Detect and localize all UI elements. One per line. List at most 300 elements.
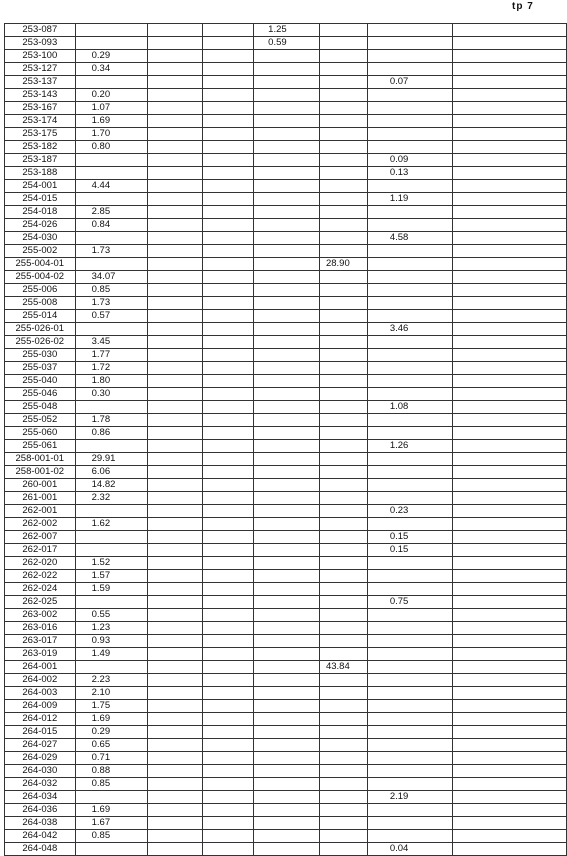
empty-cell (147, 284, 202, 297)
value-e-cell: 0.07 (367, 76, 452, 89)
empty-cell (453, 557, 567, 570)
value-c-cell (254, 362, 320, 375)
value-e-cell (367, 492, 452, 505)
parcel-id-cell: 262-017 (5, 544, 76, 557)
empty-cell (453, 206, 567, 219)
table-row (5, 765, 567, 778)
value-c-cell (254, 518, 320, 531)
value-c-cell (254, 297, 320, 310)
empty-cell (202, 791, 254, 804)
empty-cell (147, 349, 202, 362)
table-row (5, 115, 567, 128)
value-d-cell (319, 726, 367, 739)
value-e-cell (367, 128, 452, 141)
value-a-cell: 1.23 (75, 622, 147, 635)
value-a-cell: 0.93 (75, 635, 147, 648)
empty-cell (147, 505, 202, 518)
value-d-cell (319, 830, 367, 843)
table-row (5, 440, 567, 453)
empty-cell (453, 76, 567, 89)
empty-cell (202, 154, 254, 167)
value-e-cell (367, 258, 452, 271)
empty-cell (202, 596, 254, 609)
table-row (5, 453, 567, 466)
empty-cell (202, 635, 254, 648)
parcel-id-cell: 255-052 (5, 414, 76, 427)
value-e-cell (367, 336, 452, 349)
value-c-cell (254, 674, 320, 687)
table-row (5, 284, 567, 297)
empty-cell (147, 24, 202, 37)
empty-cell (453, 440, 567, 453)
parcel-id-cell: 263-002 (5, 609, 76, 622)
empty-cell (147, 778, 202, 791)
value-c-cell (254, 193, 320, 206)
parcel-id-cell: 253-143 (5, 89, 76, 102)
value-a-cell: 1.72 (75, 362, 147, 375)
empty-cell (202, 739, 254, 752)
empty-cell (147, 193, 202, 206)
table-row (5, 141, 567, 154)
value-c-cell (254, 622, 320, 635)
value-c-cell (254, 206, 320, 219)
value-e-cell (367, 414, 452, 427)
table-row (5, 271, 567, 284)
empty-cell (453, 687, 567, 700)
table-row (5, 596, 567, 609)
table-row (5, 518, 567, 531)
empty-cell (453, 765, 567, 778)
value-d-cell (319, 76, 367, 89)
parcel-id-cell: 254-001 (5, 180, 76, 193)
empty-cell (147, 232, 202, 245)
empty-cell (202, 804, 254, 817)
table-row (5, 50, 567, 63)
value-e-cell (367, 271, 452, 284)
value-a-cell (75, 596, 147, 609)
empty-cell (202, 414, 254, 427)
value-c-cell (254, 752, 320, 765)
value-a-cell (75, 440, 147, 453)
value-c-cell (254, 401, 320, 414)
table-row (5, 531, 567, 544)
value-d-cell (319, 765, 367, 778)
parcel-id-cell: 254-015 (5, 193, 76, 206)
empty-cell (147, 310, 202, 323)
value-d-cell (319, 232, 367, 245)
empty-cell (453, 674, 567, 687)
empty-cell (147, 63, 202, 76)
table-row (5, 622, 567, 635)
empty-cell (453, 167, 567, 180)
value-d-cell (319, 102, 367, 115)
empty-cell (453, 804, 567, 817)
value-d-cell (319, 180, 367, 193)
empty-cell (453, 492, 567, 505)
empty-cell (453, 362, 567, 375)
empty-cell (202, 102, 254, 115)
empty-cell (147, 375, 202, 388)
table-row (5, 362, 567, 375)
empty-cell (147, 804, 202, 817)
value-e-cell (367, 310, 452, 323)
empty-cell (202, 453, 254, 466)
value-e-cell (367, 518, 452, 531)
value-e-cell: 0.75 (367, 596, 452, 609)
parcel-id-cell: 255-026-01 (5, 323, 76, 336)
table-row (5, 674, 567, 687)
value-e-cell (367, 804, 452, 817)
empty-cell (147, 89, 202, 102)
parcel-id-cell: 255-046 (5, 388, 76, 401)
value-a-cell: 1.73 (75, 245, 147, 258)
empty-cell (147, 154, 202, 167)
value-c-cell (254, 700, 320, 713)
value-d-cell (319, 193, 367, 206)
empty-cell (453, 700, 567, 713)
empty-cell (453, 284, 567, 297)
empty-cell (453, 531, 567, 544)
empty-cell (202, 297, 254, 310)
table-row (5, 76, 567, 89)
value-a-cell: 1.78 (75, 414, 147, 427)
table-row (5, 544, 567, 557)
empty-cell (202, 466, 254, 479)
table-row (5, 687, 567, 700)
empty-cell (202, 752, 254, 765)
empty-cell (202, 362, 254, 375)
empty-cell (202, 830, 254, 843)
table-row (5, 817, 567, 830)
value-d-cell (319, 817, 367, 830)
value-d-cell (319, 505, 367, 518)
empty-cell (202, 76, 254, 89)
table-row (5, 388, 567, 401)
empty-cell (147, 791, 202, 804)
table-row (5, 713, 567, 726)
empty-cell (202, 661, 254, 674)
value-d-cell (319, 388, 367, 401)
value-c-cell (254, 609, 320, 622)
parcel-id-cell: 253-100 (5, 50, 76, 63)
value-c-cell (254, 115, 320, 128)
empty-cell (453, 258, 567, 271)
value-a-cell: 0.57 (75, 310, 147, 323)
parcel-id-cell: 260-001 (5, 479, 76, 492)
parcel-id-cell: 262-024 (5, 583, 76, 596)
table-row (5, 258, 567, 271)
table-row (5, 427, 567, 440)
empty-cell (147, 258, 202, 271)
parcel-id-cell: 255-061 (5, 440, 76, 453)
value-d-cell (319, 739, 367, 752)
value-d-cell (319, 622, 367, 635)
parcel-id-cell: 264-009 (5, 700, 76, 713)
value-c-cell (254, 778, 320, 791)
value-c-cell (254, 466, 320, 479)
value-d-cell (319, 674, 367, 687)
value-e-cell (367, 609, 452, 622)
value-d-cell (319, 63, 367, 76)
value-c-cell (254, 180, 320, 193)
empty-cell (453, 180, 567, 193)
value-e-cell (367, 349, 452, 362)
value-c-cell (254, 336, 320, 349)
value-a-cell: 1.67 (75, 817, 147, 830)
value-a-cell: 1.70 (75, 128, 147, 141)
parcel-id-cell: 253-187 (5, 154, 76, 167)
empty-cell (202, 505, 254, 518)
empty-cell (453, 219, 567, 232)
empty-cell (453, 401, 567, 414)
table-row (5, 804, 567, 817)
value-a-cell: 0.85 (75, 778, 147, 791)
empty-cell (147, 583, 202, 596)
parcel-id-cell: 262-002 (5, 518, 76, 531)
table-row (5, 739, 567, 752)
parcel-id-cell: 262-022 (5, 570, 76, 583)
value-d-cell (319, 336, 367, 349)
value-e-cell: 4.58 (367, 232, 452, 245)
value-a-cell: 14.82 (75, 479, 147, 492)
empty-cell (202, 375, 254, 388)
empty-cell (202, 570, 254, 583)
table-row (5, 154, 567, 167)
value-a-cell: 0.85 (75, 830, 147, 843)
value-e-cell (367, 830, 452, 843)
empty-cell (202, 349, 254, 362)
value-d-cell (319, 635, 367, 648)
table-row (5, 635, 567, 648)
empty-cell (147, 531, 202, 544)
value-c-cell (254, 154, 320, 167)
value-c-cell (254, 349, 320, 362)
table-row (5, 778, 567, 791)
value-d-cell (319, 37, 367, 50)
empty-cell (453, 128, 567, 141)
parcel-id-cell: 254-026 (5, 219, 76, 232)
value-e-cell (367, 245, 452, 258)
value-e-cell (367, 583, 452, 596)
table-row (5, 570, 567, 583)
empty-cell (202, 713, 254, 726)
value-e-cell (367, 479, 452, 492)
parcel-id-cell: 264-034 (5, 791, 76, 804)
value-d-cell (319, 141, 367, 154)
empty-cell (147, 622, 202, 635)
value-e-cell (367, 726, 452, 739)
value-d-cell (319, 583, 367, 596)
table-row (5, 700, 567, 713)
value-c-cell (254, 804, 320, 817)
value-a-cell: 1.69 (75, 804, 147, 817)
empty-cell (202, 63, 254, 76)
value-c-cell (254, 50, 320, 63)
value-c-cell (254, 323, 320, 336)
empty-cell (147, 544, 202, 557)
empty-cell (453, 232, 567, 245)
parcel-id-cell: 255-060 (5, 427, 76, 440)
empty-cell (202, 336, 254, 349)
value-e-cell (367, 752, 452, 765)
value-a-cell: 1.49 (75, 648, 147, 661)
value-d-cell (319, 89, 367, 102)
value-d-cell (319, 167, 367, 180)
empty-cell (453, 830, 567, 843)
empty-cell (202, 674, 254, 687)
table-row (5, 791, 567, 804)
value-d-cell (319, 648, 367, 661)
empty-cell (147, 128, 202, 141)
value-a-cell: 0.30 (75, 388, 147, 401)
value-a-cell: 1.69 (75, 713, 147, 726)
value-c-cell (254, 167, 320, 180)
table-row (5, 349, 567, 362)
empty-cell (147, 557, 202, 570)
value-e-cell (367, 141, 452, 154)
empty-cell (147, 37, 202, 50)
empty-cell (147, 765, 202, 778)
value-d-cell (319, 310, 367, 323)
empty-cell (202, 89, 254, 102)
parcel-id-cell: 264-042 (5, 830, 76, 843)
parcel-id-cell: 255-004-02 (5, 271, 76, 284)
value-c-cell (254, 739, 320, 752)
table-row (5, 297, 567, 310)
empty-cell (453, 50, 567, 63)
empty-cell (147, 50, 202, 63)
value-a-cell (75, 401, 147, 414)
value-d-cell (319, 219, 367, 232)
value-e-cell (367, 687, 452, 700)
value-e-cell: 1.26 (367, 440, 452, 453)
value-c-cell (254, 830, 320, 843)
empty-cell (147, 115, 202, 128)
empty-cell (147, 687, 202, 700)
value-a-cell: 0.88 (75, 765, 147, 778)
value-d-cell: 28.90 (319, 258, 367, 271)
parcel-id-cell: 264-036 (5, 804, 76, 817)
parcel-id-cell: 255-002 (5, 245, 76, 258)
value-c-cell (254, 492, 320, 505)
empty-cell (453, 635, 567, 648)
table-row (5, 401, 567, 414)
value-e-cell (367, 570, 452, 583)
value-e-cell (367, 375, 452, 388)
parcel-id-cell: 263-017 (5, 635, 76, 648)
empty-cell (453, 648, 567, 661)
empty-cell (202, 700, 254, 713)
parcel-id-cell: 253-182 (5, 141, 76, 154)
value-e-cell (367, 778, 452, 791)
value-d-cell (319, 687, 367, 700)
empty-cell (202, 115, 254, 128)
value-e-cell: 0.09 (367, 154, 452, 167)
empty-cell (453, 453, 567, 466)
value-e-cell (367, 635, 452, 648)
value-d-cell (319, 284, 367, 297)
value-a-cell: 1.80 (75, 375, 147, 388)
parcel-id-cell: 261-001 (5, 492, 76, 505)
value-a-cell: 0.86 (75, 427, 147, 440)
empty-cell (453, 375, 567, 388)
parcel-area-table (4, 23, 567, 856)
value-c-cell (254, 531, 320, 544)
value-c-cell (254, 570, 320, 583)
empty-cell (202, 219, 254, 232)
value-c-cell (254, 219, 320, 232)
value-a-cell (75, 544, 147, 557)
value-d-cell (319, 453, 367, 466)
parcel-id-cell: 262-020 (5, 557, 76, 570)
parcel-id-cell: 258-001-02 (5, 466, 76, 479)
parcel-id-cell: 253-137 (5, 76, 76, 89)
empty-cell (453, 414, 567, 427)
empty-cell (202, 50, 254, 63)
empty-cell (202, 141, 254, 154)
value-a-cell (75, 24, 147, 37)
parcel-id-cell: 258-001-01 (5, 453, 76, 466)
empty-cell (147, 713, 202, 726)
empty-cell (147, 830, 202, 843)
empty-cell (453, 115, 567, 128)
value-d-cell (319, 24, 367, 37)
empty-cell (453, 427, 567, 440)
empty-cell (147, 440, 202, 453)
table-row (5, 245, 567, 258)
value-a-cell: 2.85 (75, 206, 147, 219)
empty-cell (202, 401, 254, 414)
value-c-cell (254, 817, 320, 830)
value-c-cell (254, 89, 320, 102)
value-e-cell (367, 206, 452, 219)
value-a-cell: 1.07 (75, 102, 147, 115)
empty-cell (453, 778, 567, 791)
value-c-cell: 0.59 (254, 37, 320, 50)
empty-cell (202, 765, 254, 778)
table-row (5, 102, 567, 115)
value-e-cell (367, 739, 452, 752)
empty-cell (453, 336, 567, 349)
value-e-cell (367, 89, 452, 102)
parcel-id-cell: 264-012 (5, 713, 76, 726)
value-c-cell (254, 76, 320, 89)
empty-cell (453, 622, 567, 635)
empty-cell (453, 141, 567, 154)
empty-cell (453, 570, 567, 583)
value-a-cell (75, 232, 147, 245)
parcel-id-cell: 254-030 (5, 232, 76, 245)
value-c-cell (254, 375, 320, 388)
empty-cell (147, 739, 202, 752)
table-row (5, 752, 567, 765)
empty-cell (147, 752, 202, 765)
parcel-id-cell: 264-015 (5, 726, 76, 739)
value-a-cell (75, 505, 147, 518)
value-e-cell (367, 661, 452, 674)
empty-cell (453, 518, 567, 531)
value-d-cell (319, 271, 367, 284)
value-e-cell (367, 24, 452, 37)
value-d-cell (319, 531, 367, 544)
parcel-id-cell: 253-087 (5, 24, 76, 37)
empty-cell (202, 37, 254, 50)
empty-cell (147, 414, 202, 427)
empty-cell (202, 310, 254, 323)
value-d-cell (319, 323, 367, 336)
parcel-id-cell: 264-003 (5, 687, 76, 700)
value-c-cell: 1.25 (254, 24, 320, 37)
